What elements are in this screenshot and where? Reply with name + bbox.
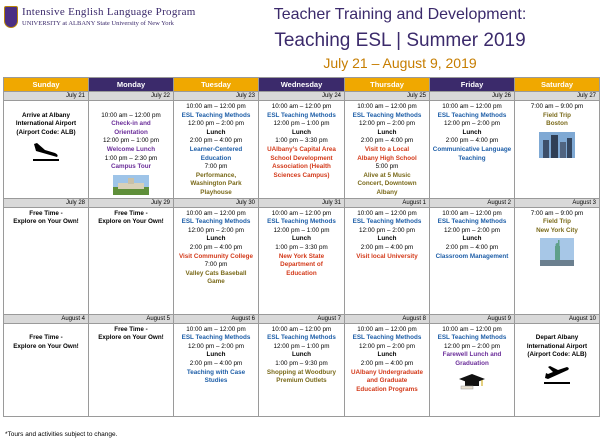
event-line: 10:00 am – 12:00 pm xyxy=(442,209,502,217)
boston-photo xyxy=(539,132,575,158)
date-label: July 24 xyxy=(259,92,345,101)
date-label: July 30 xyxy=(174,198,259,207)
date-label: August 10 xyxy=(515,314,600,323)
page-title-line1: Teacher Training and Development: xyxy=(273,6,527,23)
day-cell xyxy=(515,207,600,314)
day-cell xyxy=(430,101,515,199)
event-line: 12:00 pm – 2:00 pm xyxy=(443,342,500,350)
event-line: Albany xyxy=(376,188,398,196)
event-line: 10:00 am – 12:00 pm xyxy=(357,103,417,110)
event-line: Visit local University xyxy=(356,252,418,260)
event-line: UAlbany Undergraduate xyxy=(350,368,424,376)
date-label: July 27 xyxy=(515,92,600,101)
event-line: Studies xyxy=(204,377,228,385)
event-line: Lunch xyxy=(206,128,226,136)
event-line: 10:00 am – 12:00 pm xyxy=(271,209,332,217)
event-line: ESL Teaching Methods xyxy=(352,218,422,226)
event-line: Explore on Your Own! xyxy=(98,334,164,342)
event-line: 12:00 pm – 2:00 pm xyxy=(358,342,415,350)
day-header-friday: Friday xyxy=(430,78,515,92)
event-line: 10:00 am – 12:00 pm xyxy=(186,103,246,110)
event-line: Lunch xyxy=(377,351,397,359)
event-row xyxy=(4,323,600,416)
event-line: 10:00 am – 12:00 pm xyxy=(442,325,502,333)
event-line: Education xyxy=(200,154,232,162)
event-line: Check-in and xyxy=(111,120,151,128)
event-line xyxy=(516,326,598,335)
event-line: Graduation xyxy=(455,359,489,367)
date-label: July 25 xyxy=(345,92,430,101)
event-line: Lunch xyxy=(206,351,226,359)
event-line: Classroom Management xyxy=(435,252,509,260)
event-line: 2:00 pm – 4:00 pm xyxy=(360,243,414,251)
page-date-range: July 21 – August 9, 2019 xyxy=(323,55,477,71)
event-line: Communicative Language xyxy=(432,145,512,153)
event-line: Field Trip xyxy=(543,218,571,226)
date-label: July 21 xyxy=(4,92,89,101)
event-line: 7:00 am – 9:00 pm xyxy=(530,209,584,217)
event-line: Free Time - xyxy=(29,209,63,217)
day-header-sunday: Sunday xyxy=(4,78,89,92)
day-header-wednesday: Wednesday xyxy=(259,78,345,92)
event-line: Welcome Lunch xyxy=(106,145,156,153)
campus-photo xyxy=(113,175,149,195)
date-label: August 2 xyxy=(430,198,515,207)
event-line: Lunch xyxy=(377,235,397,243)
day-cell xyxy=(345,323,430,416)
event-line: Boston xyxy=(546,120,568,128)
event-line: Visit Community College xyxy=(178,252,254,260)
event-line: 1:00 pm – 9:30 pm xyxy=(275,359,328,367)
event-line: 12:00 pm – 2:00 pm xyxy=(187,120,244,128)
event-row xyxy=(4,207,600,314)
event-line: Concert, Downtown xyxy=(357,180,417,188)
event-line: UAlbany’s Capital Area xyxy=(267,145,336,153)
date-row xyxy=(4,92,600,101)
date-label: August 6 xyxy=(174,314,259,323)
event-line: Playhouse xyxy=(200,188,232,196)
day-cell xyxy=(430,207,515,314)
day-header-monday: Monday xyxy=(89,78,174,92)
event-line: 12:00 pm – 2:00 pm xyxy=(358,120,415,128)
day-cell xyxy=(89,101,174,199)
event-line: Free Time - xyxy=(29,334,63,342)
event-line: and Graduate xyxy=(366,377,408,385)
event-line: 10:00 am – 12:00 pm xyxy=(186,325,246,333)
event-line: Education Programs xyxy=(356,385,418,393)
schedule-calendar xyxy=(3,77,600,417)
day-cell xyxy=(4,207,89,314)
logo-university-name: UNIVERSITY at ALBANY State University of New York xyxy=(22,20,174,27)
event-line: 12:00 pm – 2:00 pm xyxy=(358,226,415,234)
event-line: Education xyxy=(286,269,317,277)
event-line: Explore on Your Own! xyxy=(98,218,164,226)
event-line: 2:00 pm – 4:00 pm xyxy=(189,359,243,367)
day-header-row xyxy=(4,78,600,92)
event-line: Lunch xyxy=(462,235,482,243)
day-cell xyxy=(174,323,259,416)
event-line: Explore on Your Own! xyxy=(13,342,79,350)
event-line: Lunch xyxy=(292,128,311,136)
day-header-thursday: Thursday xyxy=(345,78,430,92)
event-line: 2:00 pm – 4:00 pm xyxy=(189,243,243,251)
event-line: ESL Teaching Methods xyxy=(352,334,422,342)
event-line: Learner-Centered xyxy=(189,145,243,153)
day-cell xyxy=(174,207,259,314)
event-line: Department of xyxy=(280,261,323,269)
date-label: August 1 xyxy=(345,198,430,207)
event-line: Visit to a Local xyxy=(364,145,410,153)
event-line: International Airport xyxy=(526,342,588,350)
event-line: 10:00 am – 12:00 pm xyxy=(442,103,502,110)
day-cell xyxy=(89,207,174,314)
date-row xyxy=(4,198,600,207)
event-line: ESL Teaching Methods xyxy=(181,218,251,226)
event-line: ESL Teaching Methods xyxy=(267,334,336,342)
event-line: Premium Outlets xyxy=(276,377,327,385)
event-line xyxy=(5,326,87,335)
event-line: Albany High School xyxy=(357,154,417,162)
event-line: 5:00 pm xyxy=(375,163,399,171)
event-line: New York State xyxy=(278,252,325,260)
day-cell xyxy=(174,101,259,199)
event-line: Campus Tour xyxy=(110,163,152,171)
event-line: 12:00 pm – 2:00 pm xyxy=(187,226,244,234)
airplane-departure-icon xyxy=(542,363,572,385)
event-line: (Airport Code: ALB) xyxy=(527,351,587,359)
event-line: 10:00 am – 12:00 pm xyxy=(271,103,332,110)
event-line: 1:00 pm – 3:30 pm xyxy=(275,137,328,145)
date-label: August 8 xyxy=(345,314,430,323)
day-cell xyxy=(259,101,345,199)
statue-of-liberty-photo xyxy=(540,238,574,266)
event-line: 10:00 am – 12:00 pm xyxy=(101,111,161,119)
event-line: ESL Teaching Methods xyxy=(181,111,251,119)
event-line xyxy=(90,103,172,112)
event-line: 1:00 pm – 3:30 pm xyxy=(275,243,328,251)
event-line: 2:00 pm – 4:00 pm xyxy=(445,243,499,251)
day-cell xyxy=(259,207,345,314)
event-line: 10:00 am – 12:00 pm xyxy=(271,325,332,333)
event-line: 10:00 am – 12:00 pm xyxy=(186,209,246,217)
event-line: Sciences Campus) xyxy=(273,171,330,179)
event-line: School Development xyxy=(270,154,333,162)
footnote: *Tours and activities subject to change. xyxy=(5,431,118,438)
event-line: 12:00 pm – 2:00 pm xyxy=(443,120,500,128)
event-line: 7:00 pm xyxy=(204,163,228,171)
calendar-body xyxy=(4,92,600,417)
date-label: July 28 xyxy=(4,198,89,207)
event-line: Arrive at Albany xyxy=(21,111,71,119)
airplane-landing-icon xyxy=(31,140,61,162)
event-line: Farewell Lunch and xyxy=(442,351,502,359)
event-line: Lunch xyxy=(206,235,226,243)
event-line: Lunch xyxy=(377,128,397,136)
event-line: ESL Teaching Methods xyxy=(181,334,251,342)
date-label: August 7 xyxy=(259,314,345,323)
graduation-cap-icon xyxy=(458,372,486,390)
date-label: August 4 xyxy=(4,314,89,323)
event-line: Lunch xyxy=(292,235,311,243)
event-line: New York City xyxy=(536,226,578,234)
event-line: 12:00 pm – 1:00 pm xyxy=(273,342,330,350)
day-cell xyxy=(345,101,430,199)
event-line: Alive at 5 Music xyxy=(363,171,411,179)
date-label: August 3 xyxy=(515,198,600,207)
event-line: 1:00 pm – 2:30 pm xyxy=(104,154,158,162)
event-line: 2:00 pm – 4:00 pm xyxy=(189,137,243,145)
date-label: July 29 xyxy=(89,198,174,207)
day-cell xyxy=(430,323,515,416)
event-line: Association (Health xyxy=(272,163,331,171)
day-header-tuesday: Tuesday xyxy=(174,78,259,92)
event-line: Washington Park xyxy=(190,180,242,188)
university-crest-icon xyxy=(4,6,18,28)
day-cell xyxy=(345,207,430,314)
event-line: ESL Teaching Methods xyxy=(437,111,507,119)
event-line: Lunch xyxy=(292,351,311,359)
event-line xyxy=(5,103,87,112)
date-label: July 31 xyxy=(259,198,345,207)
date-label: August 5 xyxy=(89,314,174,323)
day-cell xyxy=(515,101,600,199)
day-cell xyxy=(4,323,89,416)
event-line: (Airport Code: ALB) xyxy=(16,128,76,136)
event-line: 2:00 pm – 4:00 pm xyxy=(360,359,414,367)
event-line: Game xyxy=(207,278,225,286)
event-line: Teaching with Case xyxy=(186,368,246,376)
event-line: 10:00 am – 12:00 pm xyxy=(357,325,417,333)
date-label: July 26 xyxy=(430,92,515,101)
event-line: Lunch xyxy=(462,128,482,136)
event-line: ESL Teaching Methods xyxy=(437,218,507,226)
logo-program-name: Intensive English Language Program xyxy=(22,6,196,18)
event-line: 12:00 pm – 1:00 pm xyxy=(273,226,330,234)
event-line: Orientation xyxy=(114,128,148,136)
event-line: Valley Cats Baseball xyxy=(185,269,247,277)
day-cell xyxy=(89,323,174,416)
event-line: 7:00 pm xyxy=(204,261,228,269)
date-label: July 23 xyxy=(174,92,259,101)
event-line: 12:00 pm – 2:00 pm xyxy=(187,342,244,350)
event-line: Field Trip xyxy=(543,111,571,119)
event-line: ESL Teaching Methods xyxy=(437,334,507,342)
date-label: August 9 xyxy=(430,314,515,323)
event-line: 2:00 pm – 4:00 pm xyxy=(445,137,499,145)
day-header-saturday: Saturday xyxy=(515,78,600,92)
event-line: Shopping at Woodbury xyxy=(266,368,337,376)
event-row xyxy=(4,101,600,199)
event-line: Teaching xyxy=(458,154,486,162)
event-line: Depart Albany xyxy=(535,334,579,342)
event-line: Free Time - xyxy=(114,209,148,217)
event-line: 12:00 pm – 2:00 pm xyxy=(443,226,500,234)
event-line: Free Time - xyxy=(114,325,148,333)
event-line: 12:00 pm – 1:00 pm xyxy=(273,120,330,128)
date-row xyxy=(4,314,600,323)
page-title-line2: Teaching ESL | Summer 2019 xyxy=(274,30,526,51)
event-line: Performance, xyxy=(195,171,237,179)
event-line: ESL Teaching Methods xyxy=(352,111,422,119)
date-label: July 22 xyxy=(89,92,174,101)
event-line: 7:00 am – 9:00 pm xyxy=(530,103,584,110)
event-line: International Airport xyxy=(15,120,77,128)
program-logo xyxy=(4,4,204,44)
event-line: 10:00 am – 12:00 pm xyxy=(357,209,417,217)
event-line: 2:00 pm – 4:00 pm xyxy=(360,137,414,145)
day-cell xyxy=(4,101,89,199)
day-cell xyxy=(259,323,345,416)
event-line: 12:00 pm – 1:00 pm xyxy=(102,137,159,145)
event-line: Explore on Your Own! xyxy=(13,218,79,226)
day-cell xyxy=(515,323,600,416)
event-line: ESL Teaching Methods xyxy=(267,111,336,119)
event-line: ESL Teaching Methods xyxy=(267,218,336,226)
